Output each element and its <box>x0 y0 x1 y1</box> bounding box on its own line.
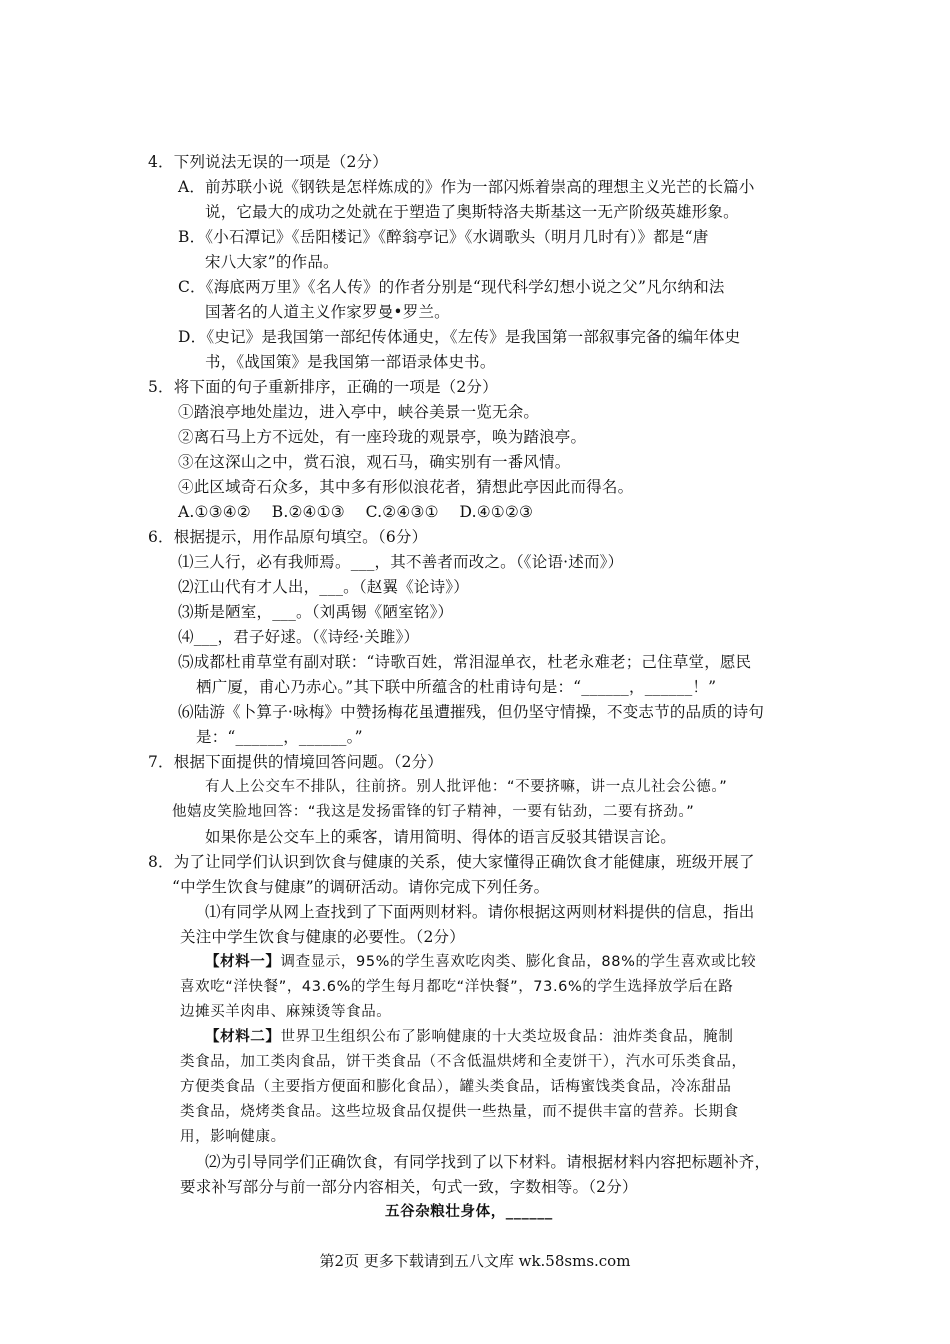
q4-option-b-line1: B．《小石潭记》《岳阳楼记》《醉翁亭记》《水调歌头（明月几时有）》都是“唐 <box>178 228 709 246</box>
q6-item-6-line2: 是：“______，______。” <box>196 728 363 746</box>
q5-sentence-2: ②离石马上方不远处，有一座玲珑的观景亭，唤为踏浪亭。 <box>178 428 587 446</box>
material-1-line3: 边摊买羊肉串、麻辣烫等食品。 <box>180 1004 392 1020</box>
material-2-line3: 方便类食品（主要指方便面和膨化食品），罐头类食品，话梅蜜饯类食品，冷冻甜品 <box>180 1079 732 1095</box>
q6-item-1: ⑴三人行，必有我师焉。___，其不善者而改之。（《论语·述而》） <box>178 553 624 571</box>
q8-task1-line2: 关注中学生饮食与健康的必要性。（2分） <box>180 928 465 946</box>
q4-stem: 4．下列说法无误的一项是（2分） <box>148 153 388 171</box>
q8-stem-line1: 8．为了让同学们认识到饮食与健康的关系，使大家懂得正确饮食才能健康，班级开展了 <box>148 853 755 871</box>
q5-sentence-3: ③在这深山之中，赏石浪，观石马，确实别有一番风情。 <box>178 453 571 471</box>
page-footer: 第2页 更多下载请到五八文库 wk.58sms.com <box>319 1252 631 1270</box>
q8-task2-line2: 要求补写部分与前一部分内容相关，句式一致，字数相等。（2分） <box>180 1178 638 1196</box>
q8-task2-line1: ⑵为引导同学们正确饮食，有同学找到了以下材料。请根据材料内容把标题补齐， <box>205 1153 771 1171</box>
q6-stem: 6．根据提示，用作品原句填空。（6分） <box>148 528 428 546</box>
q6-item-4: ⑷___，君子好逑。（《诗经·关雎》） <box>178 628 420 646</box>
material-2-tag: 【材料二】 <box>205 1029 281 1045</box>
q7-passage-line1: 有人上公交车不排队，往前挤。别人批评他：“不要挤嘛，讲一点儿社会公德。” <box>205 779 728 795</box>
q6-item-6-line1: ⑹陆游《卜算子·咏梅》中赞扬梅花虽遭摧残，但仍坚守情操，不变志节的品质的诗句 <box>178 703 765 721</box>
q4-option-c-line1: C．《海底两万里》《名人传》的作者分别是“现代科学幻想小说之父”凡尔纳和法 <box>178 278 725 296</box>
q8-title-to-complete: 五谷杂粮壮身体，______ <box>385 1204 553 1220</box>
q6-item-3: ⑶斯是陋室，___。（刘禹锡《陋室铭》） <box>178 603 454 621</box>
q5-sentence-1: ①踏浪亭地处崖边，进入亭中，峡谷美景一览无余。 <box>178 403 540 421</box>
material-1-line2: 喜欢吃“洋快餐”，43.6%的学生每月都吃“洋快餐”，73.6%的学生选择放学后在路 <box>180 979 734 995</box>
material-2-line4: 类食品，烧烤类食品。这些垃圾食品仅提供一些热量，而不提供丰富的营养。长期食 <box>180 1104 739 1120</box>
q5-options: A.①③④② B.②④①③ C.②④③① D.④①②③ <box>178 503 534 521</box>
q4-option-b-line2: 宋八大家”的作品。 <box>205 253 339 271</box>
q4-option-a-line1: A．前苏联小说《钢铁是怎样炼成的》作为一部闪烁着崇高的理想主义光芒的长篇小 <box>178 178 755 196</box>
q4-option-a-line2: 说，它最大的成功之处就在于塑造了奥斯特洛夫斯基这一无产阶级英雄形象。 <box>205 203 739 221</box>
q7-passage-line2: 他嬉皮笑脸地回答：“我这是发扬雷锋的钉子精神，一要有钻劲，二要有挤劲。” <box>172 804 695 820</box>
material-2-line5: 用，影响健康。 <box>180 1129 286 1145</box>
q7-stem: 7．根据下面提供的情境回答问题。（2分） <box>148 753 443 771</box>
q7-prompt: 如果你是公交车上的乘客，请用简明、得体的语言反驳其错误言论。 <box>205 828 677 846</box>
q4-option-c-line2: 国著名的人道主义作家罗曼•罗兰。 <box>205 303 450 321</box>
q8-task1-line1: ⑴有同学从网上查找到了下面两则材料。请你根据这两则材料提供的信息，指出 <box>205 903 755 921</box>
material-1-line1: 【材料一】调查显示，95%的学生喜欢吃肉类、膨化食品，88%的学生喜欢或比较 <box>205 954 757 970</box>
material-2-line2: 类食品，加工类肉食品，饼干类食品（不含低温烘烤和全麦饼干），汽水可乐类食品， <box>180 1054 747 1070</box>
q6-item-5-line2: 栖广厦，甫心乃赤心。”其下联中所蕴含的杜甫诗句是：“______，______！” <box>196 678 717 696</box>
q4-option-d-line1: D．《史记》是我国第一部纪传体通史，《左传》是我国第一部叙事完备的编年体史 <box>178 328 741 346</box>
q4-option-d-line2: 书，《战国策》是我国第一部语录体史书。 <box>205 353 496 371</box>
q6-item-2: ⑵江山代有才人出，___。（赵翼《论诗》） <box>178 578 469 596</box>
q8-stem-line2: “中学生饮食与健康”的调研活动。请你完成下列任务。 <box>172 878 550 896</box>
q6-item-5-line1: ⑸成都杜甫草堂有副对联：“诗歌百姓，常泪湿单衣，杜老永难老；己住草堂，愿民 <box>178 653 752 671</box>
material-2-line1: 【材料二】世界卫生组织公布了影响健康的十大类垃圾食品：油炸类食品，腌制 <box>205 1029 734 1045</box>
q5-sentence-4: ④此区域奇石众多，其中多有形似浪花者，猜想此亭因此而得名。 <box>178 478 634 496</box>
q5-stem: 5．将下面的句子重新排序，正确的一项是（2分） <box>148 378 498 396</box>
material-1-tag: 【材料一】 <box>205 954 281 970</box>
